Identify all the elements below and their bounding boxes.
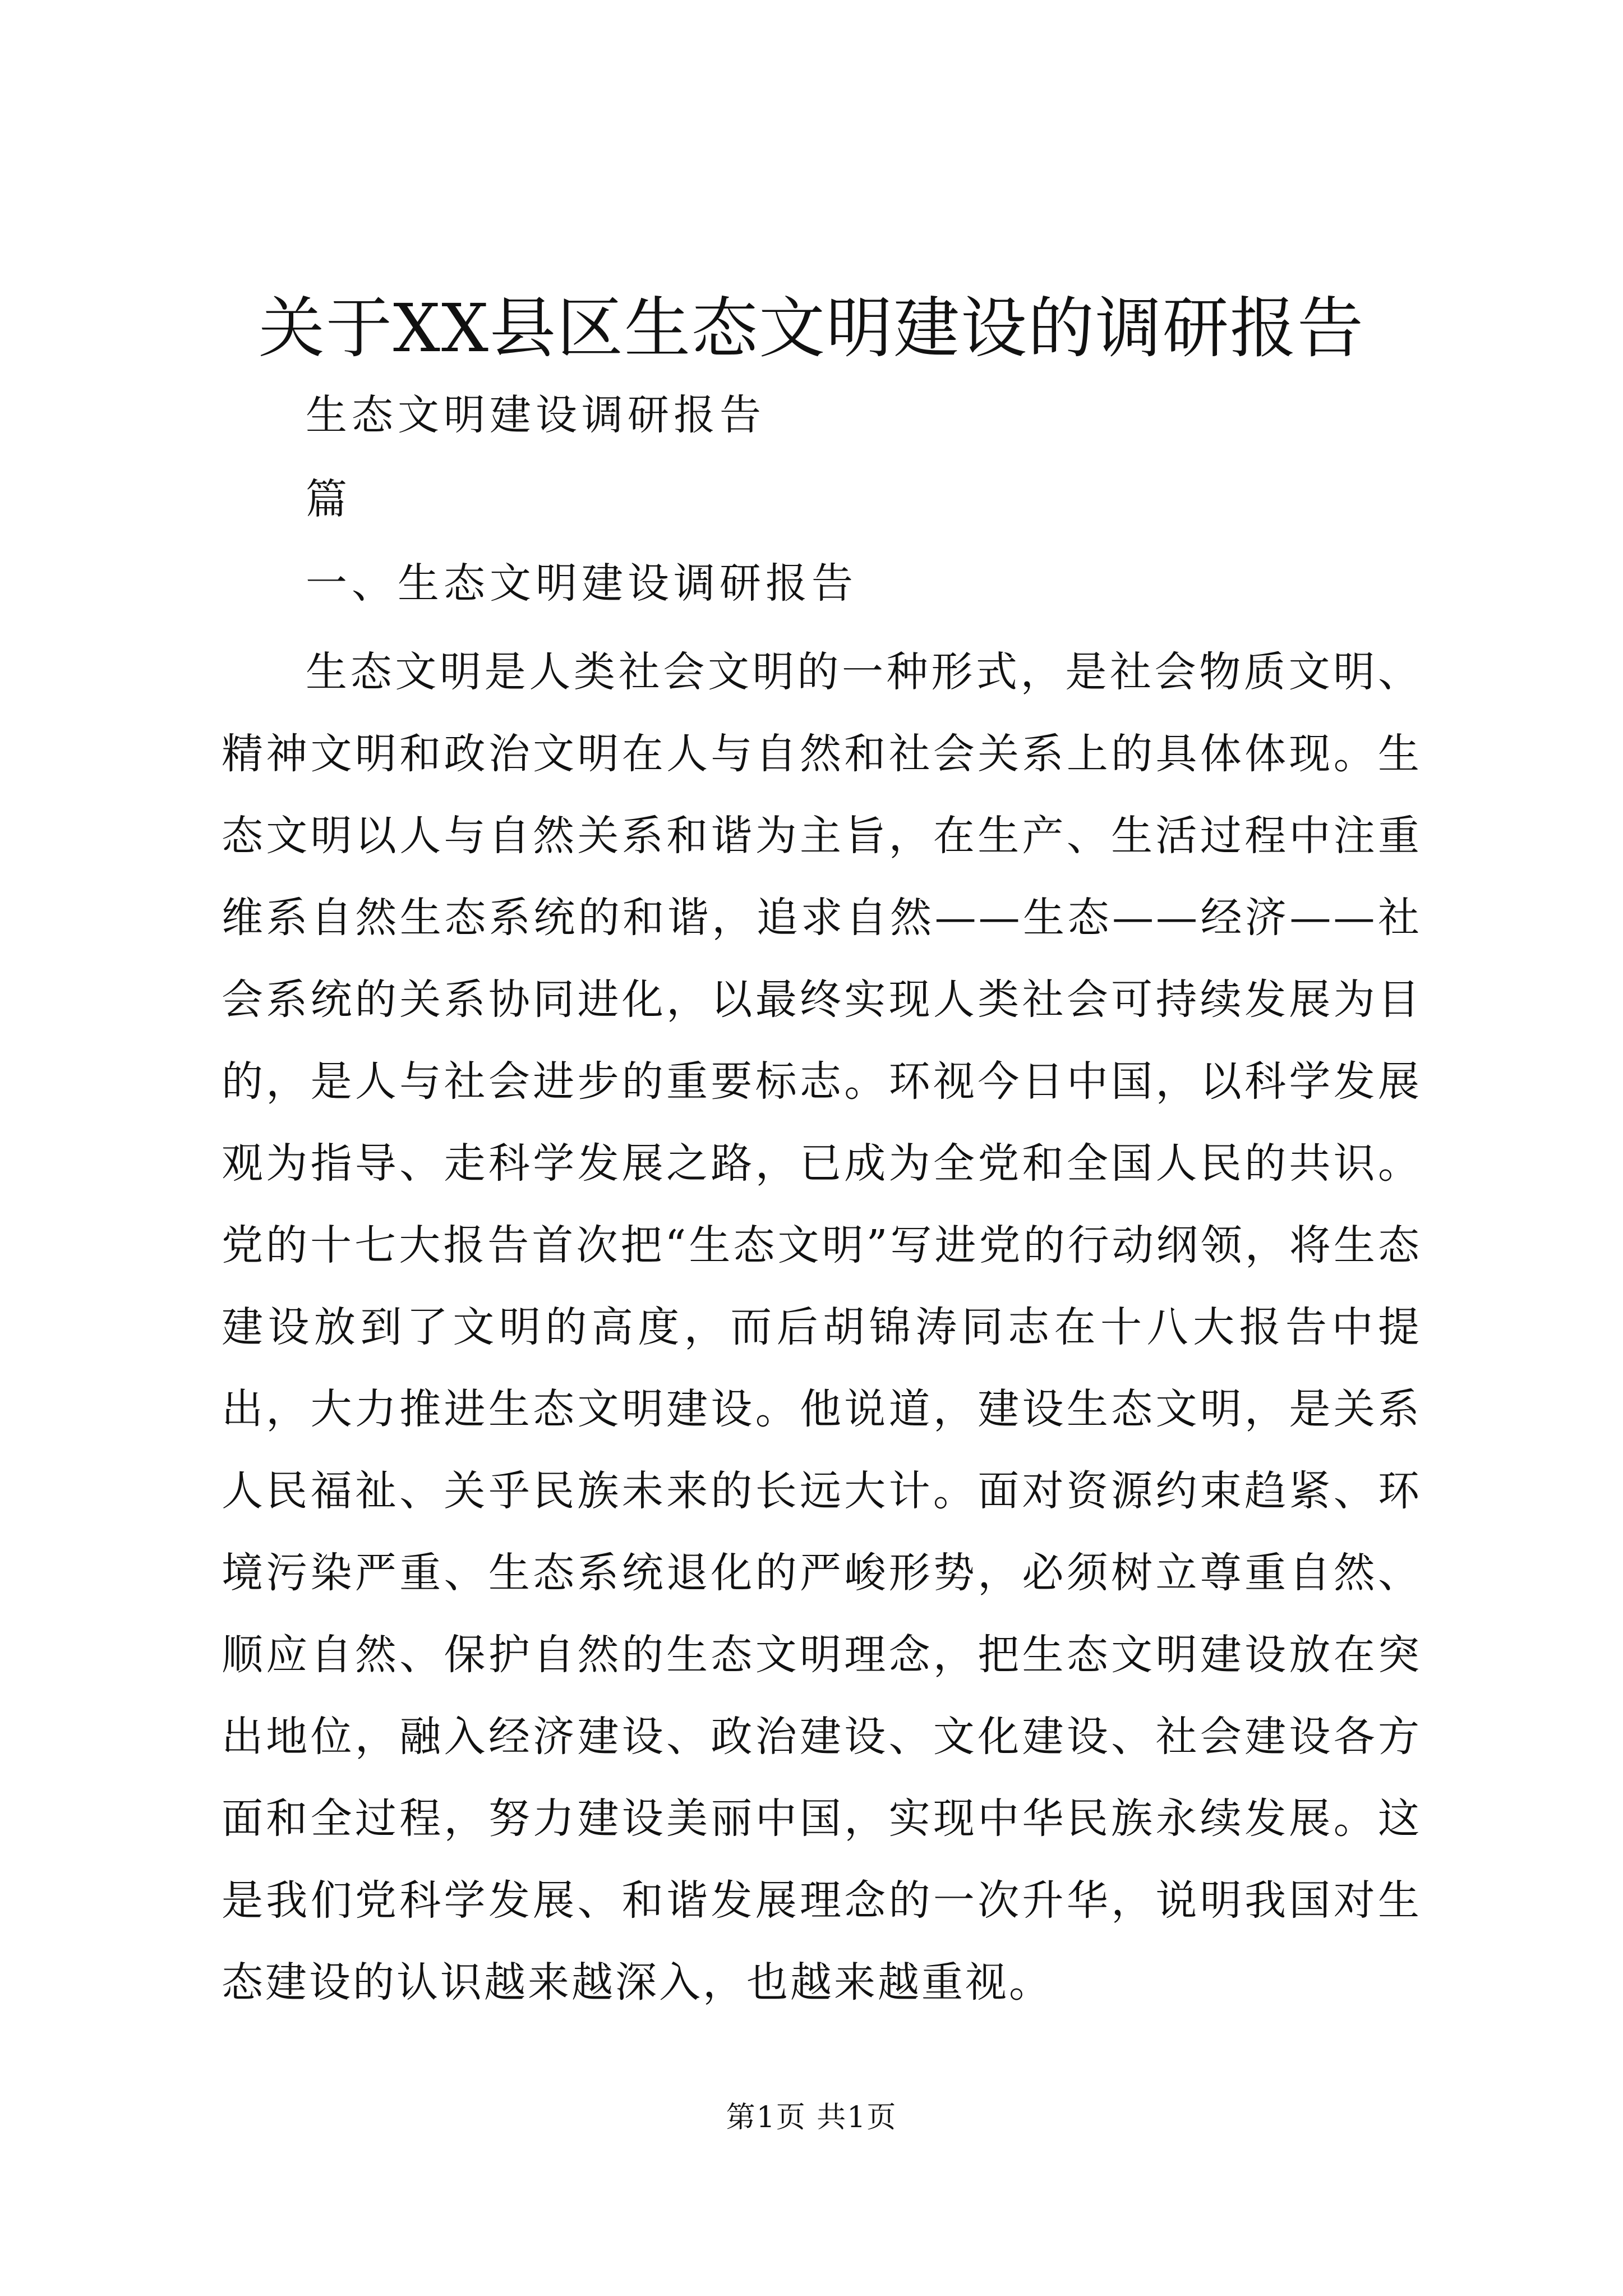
body-paragraph: 生态文明是人类社会文明的一种形式，是社会物质文明、精神文明和政治文明在人与自然和社会关系上的具体体现。生态文明以人与自然关系和谐为主旨，在生产、生活过程中注重维系自然生态系统的和谐，追求自然——生态——经济——社会系统的关系协同进化，以最终实现人类社会可持续发展为目的，是人与社会进步的重要标志。环视今日中国，以科学发展观为指导、走科学发展之路，已成为全党和全国人民的共识。党的十七大报告首次把“生态文明”写进党的行动纲领，将生态建设放到了文明的高度，而后胡锦涛同志在十八大报告中提出，大力推进生态文明建设。他说道，建设生态文明，是关系人民福祉、关乎民族未来的长远大计。面对资源约束趋紧、环境污染严重、生态系统退化的严峻形势，必须树立尊重自然、顺应自然、保护自然的生态文明理念，把生态文明建设放在突出地位，融入经济建设、政治建设、文化建设、社会建设各方面和全过程，努力建设美丽中国，实现中华民族永续发展。这是我们党科学发展、和谐发展理念的一次升华，说明我国对生态建设的认识越来越深入，也越来越重视。 bbox=[222, 648, 1422, 2007]
section-marker: 篇 bbox=[306, 475, 352, 523]
document-subtitle: 生态文明建设调研报告 bbox=[306, 391, 766, 439]
section-heading: 一、生态文明建设调研报告 bbox=[306, 559, 857, 608]
page-footer: 第1页 共1页 bbox=[726, 2101, 897, 2134]
document-title: 关于XX县区生态文明建设的调研报告 bbox=[258, 289, 1364, 367]
